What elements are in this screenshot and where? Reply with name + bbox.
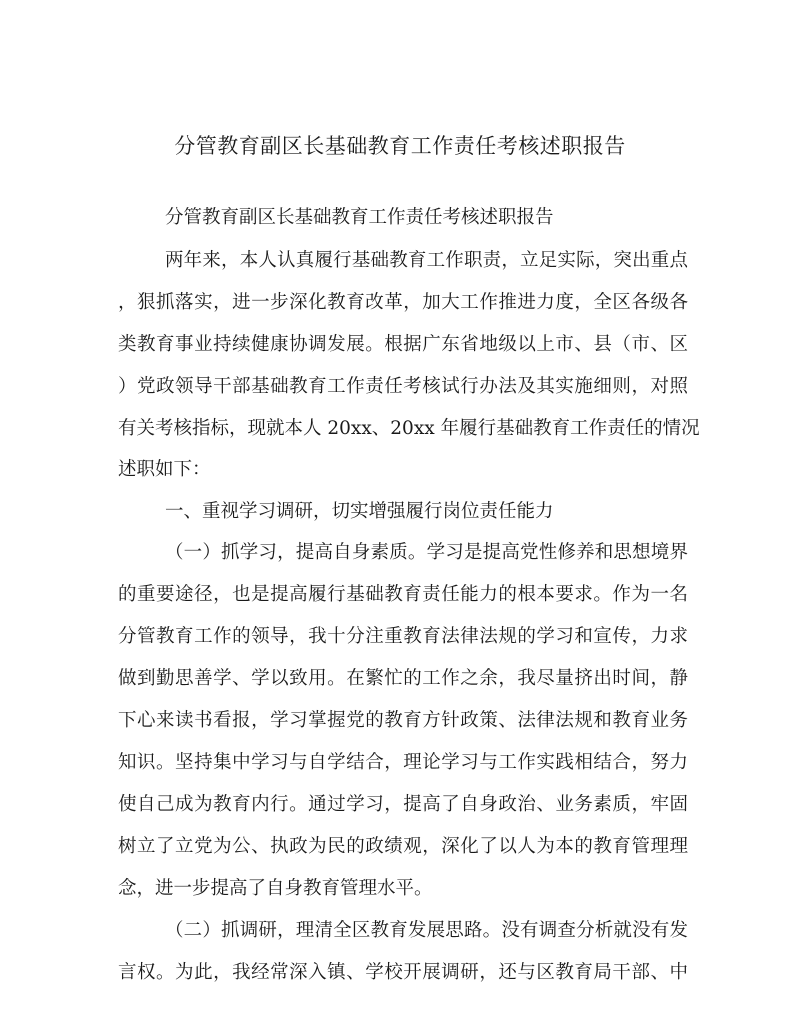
paragraph-line: 下心来读书看报，学习掌握党的教育方针政策、法律法规和教育业务	[118, 710, 688, 731]
subtitle-line: 分管教育副区长基础教育工作责任考核述职报告	[165, 207, 554, 228]
paragraph-line: ，狠抓落实，进一步深化教育改革，加大工作推进力度，全区各级各	[118, 292, 688, 313]
paragraph-line: （二）抓调研，理清全区教育发展思路。没有调查分析就没有发	[165, 920, 688, 941]
paragraph-line: （一）抓学习，提高自身素质。学习是提高党性修养和思想境界	[165, 542, 688, 563]
paragraph-line: 使自己成为教育内行。通过学习，提高了自身政治、业务素质，牢固	[118, 794, 688, 815]
paragraph-line: 言权。为此，我经常深入镇、学校开展调研，还与区教育局干部、中	[118, 962, 688, 983]
paragraph-line: 类教育事业持续健康协调发展。根据广东省地级以上市、县（市、区	[118, 334, 688, 355]
paragraph-line: 的重要途径，也是提高履行基础教育责任能力的根本要求。作为一名	[118, 584, 688, 605]
paragraph-line: 知识。坚持集中学习与自学结合，理论学习与工作实践相结合，努力	[118, 752, 688, 773]
document-title: 分管教育副区长基础教育工作责任考核述职报告	[174, 134, 626, 158]
paragraph-line: ）党政领导干部基础教育工作责任考核试行办法及其实施细则，对照	[118, 376, 688, 397]
paragraph-line: 分管教育工作的领导，我十分注重教育法律法规的学习和宣传，力求	[118, 626, 688, 647]
paragraph-line: 有关考核指标，现就本人 20xx、20xx 年履行基础教育工作责任的情况	[118, 418, 700, 439]
section-heading: 一、重视学习调研，切实增强履行岗位责任能力	[165, 501, 554, 522]
paragraph-line: 念，进一步提高了自身教育管理水平。	[118, 878, 433, 899]
paragraph-line: 两年来，本人认真履行基础教育工作职责，立足实际，突出重点	[165, 250, 688, 271]
paragraph-line: 做到勤思善学、学以致用。在繁忙的工作之余，我尽量挤出时间，静	[118, 668, 688, 689]
paragraph-line: 树立了立党为公、执政为民的政绩观，深化了以人为本的教育管理理	[118, 836, 688, 857]
paragraph-line: 述职如下：	[118, 459, 211, 480]
